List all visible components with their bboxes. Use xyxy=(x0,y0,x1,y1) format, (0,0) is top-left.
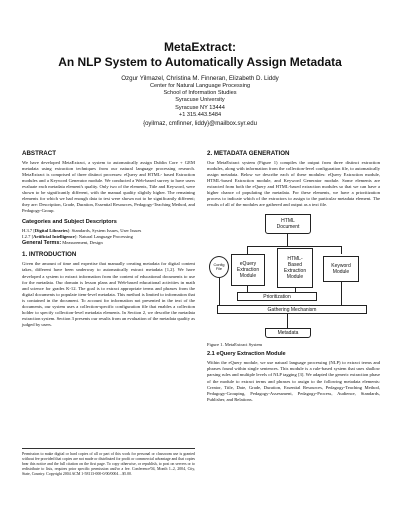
connector-line xyxy=(219,278,220,305)
paper-title xyxy=(0,40,400,70)
category-rest: ]: Standards, System Issues, User Issues xyxy=(67,228,142,234)
equery-section-text: Within the eQuery module, we use natural language processing (NLP) to extract terms and phrases found within single sentences. This module is a rule-based system that uses shallow parsing rules and multiple levels of NLP tagging [3]. We adapted the generic extraction phase of the module to extract terms and phrases to assign to the following metadata elements: Creator, Title, Date, Grade, Duration, Essential Resources, Pedagogy-Teaching Method, Pedagogy-Grouping, Pedagogy-Assessment, Pedagogy-Process, Audience, Standards, Publisher, and Relations. xyxy=(207,360,380,402)
metadata-output-box: Metadata xyxy=(265,328,311,338)
general-terms-value: Measurement, Design xyxy=(61,240,103,246)
general-terms-label: General Terms: xyxy=(22,240,62,247)
prioritization-box: Prioritization xyxy=(237,292,317,301)
affiliation-line: Syracuse NY 13444 xyxy=(175,104,225,111)
introduction-text: Given the amount of time and expertise that manually creating metadata for digital content takes, different have been underway to automatically extract metadata [1,2]. We have developed a system to extract information from the content of educational documents to use for the metadata. Our domain is lesson plans and Web-based educational activities in math and science for grades K-12. The goal is to extract appropriate terms and phrases from the digital documents to populate item-level metadata. This method is limited to information that is contained in the document. To account for information not presented in the text of the documents, our system uses a collection-specific configuration file that enables a collection holder to specify collection-level metadata elements. In Section 2, we describe the metadata extraction system. Section 3 presents our results from an evaluation of the metadata quality as judged by users. xyxy=(22,261,195,327)
authors: Ozgur Yilmazel, Christina M. Finneran, Elizabeth D. Liddy xyxy=(121,75,279,82)
abstract-heading: ABSTRACT xyxy=(22,150,57,157)
category-rest: ]: Natural Language Processing xyxy=(74,234,133,240)
config-file-node: Config File xyxy=(209,256,229,278)
introduction-heading: 1. INTRODUCTION xyxy=(22,251,77,259)
title-line-1: MetaExtract: xyxy=(163,40,237,54)
equery-module-box: eQuery Extraction Module xyxy=(231,254,265,286)
category-code: I.2.7 [ xyxy=(22,234,34,240)
category-name: Artificial Intelligence xyxy=(33,234,75,240)
title-line-2: An NLP System to Automatically Assign Metadata xyxy=(58,55,342,69)
left-column xyxy=(22,150,195,328)
categories-heading: Categories and Subject Descriptors xyxy=(22,219,117,226)
metadata-generation-heading: 2. METADATA GENERATION xyxy=(207,150,290,157)
affiliation-line: Syracuse University xyxy=(175,97,225,104)
right-column xyxy=(207,150,380,403)
copyright-text: Permission to make digital or hard copies of all or part of this work for personal or classroom use is granted without fee provided that copies are not made or distributed for profit or commercial advantage and that copies bear this notice and the full citation on the first page. To copy otherwise, or republish, to post on servers or to redistribute to lists, requires prior specific permission and/or a fee. Conference'04, Month 1–2, 2004, City, State, Country. Copyright 2004 ACM 1-58113-000-0/00/0004…$5.00. xyxy=(22,452,195,476)
arrow-down xyxy=(287,314,288,328)
connector-line xyxy=(247,246,341,247)
affiliation-line: +1 315.443.5484 xyxy=(178,111,222,118)
arrow-down xyxy=(287,234,288,246)
affiliation-line: Center for Natural Language Processing xyxy=(149,83,251,89)
category-code: H.3.7 [ xyxy=(22,228,35,234)
abstract-text: We have developed MetaExtract, a system to automatically assign Dublin Core + GEM metadata using extraction techniques from our natural language processing research. MetaExtract is comprised of three distinct processes: eQuery and HTML- based Extraction modules and a Keyword Generator module. We conducted a Web-based survey to have users evaluate each metadata element's quality. Only two of the elements, Title and Keyword, were shown to be significantly different, with the manual quality slightly higher. The remaining elements for which we had enough data to test were shown not to be significantly different; they are: Description, Grade, Duration, Essential Resources, Pedagogy-Teaching Method, and Pedagogy-Group. xyxy=(22,160,195,214)
arrow-down xyxy=(341,246,342,254)
copyright-notice xyxy=(22,448,195,477)
html-document-box: HTML Document xyxy=(265,214,311,234)
html-based-module-box: HTML- Based Extraction Module xyxy=(277,248,313,288)
affiliation-line: School of Information Studies xyxy=(163,90,237,97)
figure-caption: Figure 1. MetaExtract System xyxy=(207,342,263,348)
system-figure xyxy=(207,212,380,340)
category-name: Digital Libraries xyxy=(34,228,68,234)
paper-header xyxy=(0,40,400,128)
connector-line xyxy=(341,282,342,305)
arrow-down xyxy=(247,246,248,254)
gathering-mechanism-box: Gathering Mechanism xyxy=(217,305,367,314)
keyword-module-box: Keyword Module xyxy=(323,256,359,282)
author-emails: {oyilmaz, cmfinner, liddy}@mailbox.syr.edu xyxy=(143,121,257,128)
equery-section-heading: 2.1 eQuery Extraction Module xyxy=(207,351,286,358)
metadata-generation-text: Our MetaExtract system (Figure 1) compiles the output from three distinct extraction modules, along with information from the collection-level configuration file, to automatically assign metadata. Below we describe each of these modules: eQuery Extraction module, HTML-based Extraction module, and Keyword Generator module. Some elements are extracted from both the eQuery and HTML-based extraction modules so that we can have a higher chance of populating the metadata. For these elements, we have a prioritization process to indicate which of the extractors to assign to the particular metadata element. The results of all of the modules are gathered and output as a text file. xyxy=(207,160,380,208)
